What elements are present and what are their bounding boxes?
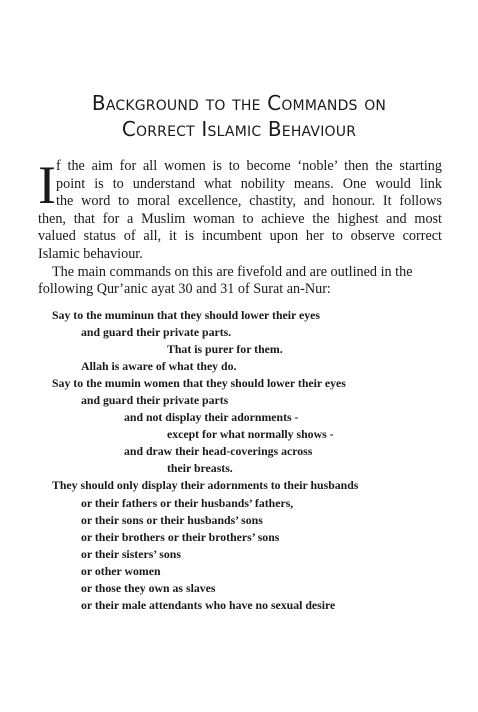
paragraph-line: valued status of all, it is incumbent upon her to observe correct bbox=[38, 228, 442, 245]
verse-line: Say to the muminun that they should lower their eyes bbox=[52, 308, 320, 322]
page-heading bbox=[0, 90, 478, 142]
dropcap-indented-lines bbox=[56, 158, 442, 211]
verse-line: Allah is aware of what they do. bbox=[81, 359, 237, 374]
paragraph-1 bbox=[38, 155, 442, 264]
verse-line: They should only display their adornments to their husbands bbox=[52, 478, 359, 493]
verse-line: or other women bbox=[81, 563, 161, 578]
verse-line: or their fathers or their husbands’ fathers, bbox=[81, 495, 294, 510]
verse-line: except for what normally shows - bbox=[167, 427, 334, 442]
verse-line: Say to the mumin women that they should lower their eyes bbox=[52, 376, 346, 391]
paragraph-line: f the aim for all women is to become ‘noble’ then the starting bbox=[56, 158, 442, 174]
verse-line: That is purer for them. bbox=[167, 342, 283, 357]
verse-line: and guard their private parts bbox=[81, 393, 229, 408]
verse-line: and not display their adornments - bbox=[124, 410, 299, 425]
verse-line: their breasts. bbox=[167, 461, 233, 476]
paragraph-line: the word to moral excellence, chastity, and honour. It follows bbox=[56, 193, 442, 210]
paragraph-2 bbox=[38, 264, 442, 299]
paragraph-line: following Qur’anic ayat 30 and 31 of Surat an-Nur: bbox=[38, 281, 331, 298]
quran-verses bbox=[52, 307, 452, 614]
paragraph-line: then, that for a Muslim woman to achieve the highest and most bbox=[38, 210, 442, 227]
verse-line: or their brothers or their brothers’ sons bbox=[81, 529, 280, 544]
drop-cap: I bbox=[38, 155, 56, 215]
paragraph-line: The main commands on this are fivefold and are outlined in the bbox=[52, 263, 413, 280]
paragraph-line: Islamic behaviour. bbox=[38, 245, 143, 262]
verse-line: or their sisters’ sons bbox=[81, 546, 181, 561]
verse-line: and guard their private parts. bbox=[81, 325, 232, 340]
verse-line: or their male attendants who have no sexual desire bbox=[81, 597, 336, 612]
heading-line-2: Correct Islamic Behaviour bbox=[121, 117, 357, 141]
verse-line: or those they own as slaves bbox=[81, 580, 216, 595]
heading-line-1: Background to the Commands on bbox=[91, 91, 387, 115]
verse-line: and draw their head-coverings across bbox=[124, 444, 313, 459]
body-text bbox=[38, 155, 442, 299]
paragraph-line: point is to understand what nobility means. One would link bbox=[56, 175, 442, 192]
verse-line: or their sons or their husbands’ sons bbox=[81, 512, 263, 527]
